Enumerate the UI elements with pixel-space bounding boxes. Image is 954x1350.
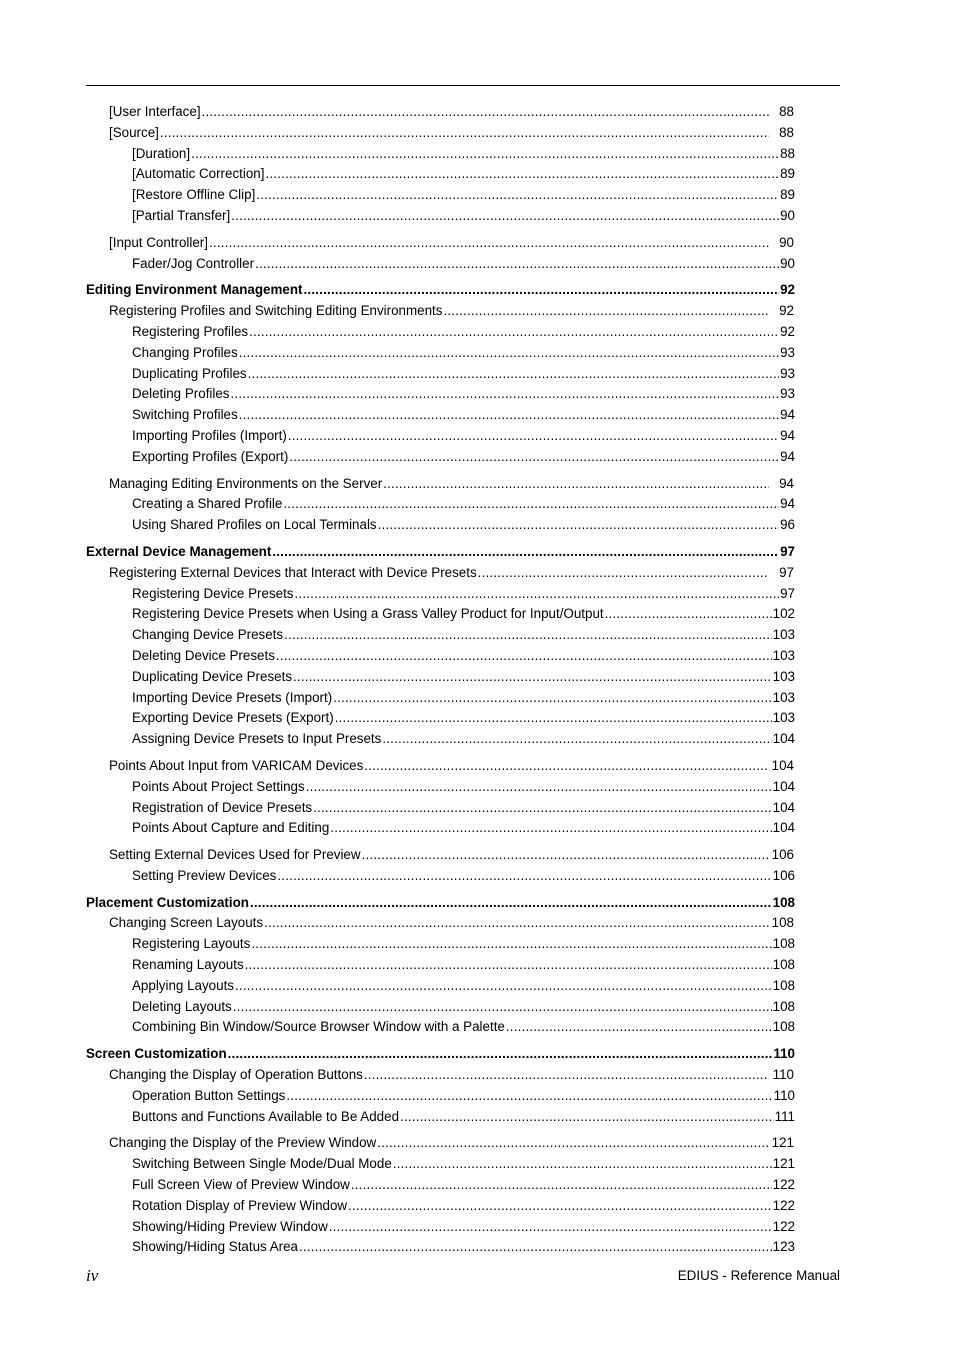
footer-manual-title: EDIUS - Reference Manual <box>677 1268 840 1283</box>
toc-entry-page: 104 <box>771 757 794 773</box>
toc-entry-page: 94 <box>780 427 795 443</box>
toc-entry[interactable] <box>86 708 795 729</box>
toc-entry-page: 110 <box>773 1046 795 1062</box>
toc-entry-title: Editing Environment Management <box>86 282 303 298</box>
toc-leader-dots <box>202 102 769 123</box>
toc-leader-dots <box>231 384 780 405</box>
toc-leader-dots <box>255 254 779 275</box>
toc-entry[interactable] <box>86 515 795 536</box>
toc-leader-dots <box>295 584 780 605</box>
toc-entry-title: Registration of Device Presets <box>132 799 313 815</box>
toc-entry[interactable] <box>86 1217 795 1238</box>
toc-entry-page: 111 <box>774 1108 795 1124</box>
toc-entry-page: 90 <box>779 234 794 250</box>
toc-entry-title: Setting External Devices Used for Preview <box>109 847 361 863</box>
toc-entry[interactable] <box>86 563 795 584</box>
toc-leader-dots <box>293 667 772 688</box>
toc-entry-title: Changing the Display of the Preview Window <box>109 1135 377 1151</box>
toc-entry-title: Points About Capture and Editing <box>132 820 330 836</box>
toc-entry-page: 97 <box>780 585 795 601</box>
toc-entry-title: Importing Profiles (Import) <box>132 427 287 443</box>
toc-leader-dots <box>393 1154 772 1175</box>
toc-entry-title: Screen Customization <box>86 1046 227 1062</box>
header-rule <box>86 85 840 86</box>
toc-entry[interactable] <box>86 206 795 227</box>
toc-entry-title: Applying Layouts <box>132 977 234 993</box>
toc-entry[interactable] <box>86 688 795 709</box>
toc-entry[interactable] <box>86 646 795 667</box>
toc-entry[interactable] <box>86 164 795 185</box>
table-of-contents <box>86 102 795 1258</box>
toc-entry[interactable] <box>86 866 795 887</box>
toc-entry-title: Registering Layouts <box>132 936 251 952</box>
toc-leader-dots <box>288 426 779 447</box>
toc-leader-dots <box>364 1065 769 1086</box>
toc-leader-dots <box>299 1237 772 1258</box>
toc-entry[interactable] <box>86 144 795 165</box>
toc-entry-title: Duplicating Device Presets <box>132 668 293 684</box>
toc-entry-page: 89 <box>780 187 795 203</box>
toc-entry[interactable] <box>86 729 795 750</box>
toc-leader-dots <box>272 542 779 563</box>
toc-leader-dots <box>231 206 779 227</box>
toc-entry[interactable] <box>86 997 795 1018</box>
toc-entry-title: Registering Device Presets <box>132 585 294 601</box>
toc-entry-page: 106 <box>771 847 794 863</box>
toc-entry[interactable] <box>86 604 795 625</box>
toc-entry[interactable] <box>86 934 795 955</box>
toc-leader-dots <box>233 997 772 1018</box>
toc-entry[interactable] <box>86 102 795 123</box>
toc-leader-dots <box>249 322 779 343</box>
toc-entry-page: 108 <box>772 936 795 952</box>
toc-leader-dots <box>313 798 772 819</box>
toc-entry-page: 108 <box>772 998 795 1014</box>
toc-entry-title: [Duration] <box>132 145 191 161</box>
toc-entry-page: 108 <box>772 957 795 973</box>
toc-leader-dots <box>264 913 769 934</box>
toc-entry-title: Changing Profiles <box>132 344 238 360</box>
toc-entry-title: Fader/Jog Controller <box>132 255 255 271</box>
toc-leader-dots <box>239 405 779 426</box>
toc-entry-title: Rotation Display of Preview Window <box>132 1197 348 1213</box>
toc-entry-page: 122 <box>772 1177 795 1193</box>
toc-entry-title: Showing/Hiding Status Area <box>132 1239 298 1255</box>
toc-leader-dots <box>478 563 769 584</box>
toc-entry-page: 94 <box>780 407 795 423</box>
toc-entry[interactable] <box>86 667 795 688</box>
toc-leader-dots <box>362 845 769 866</box>
toc-leader-dots <box>289 447 779 468</box>
toc-entry-title: Full Screen View of Preview Window <box>132 1177 350 1193</box>
toc-leader-dots <box>284 625 772 646</box>
toc-entry-title: Renaming Layouts <box>132 957 244 973</box>
toc-leader-dots <box>383 474 769 495</box>
toc-leader-dots <box>277 866 771 887</box>
toc-leader-dots <box>286 1086 772 1107</box>
toc-entry-page: 103 <box>772 668 795 684</box>
toc-entry-page: 122 <box>772 1197 795 1213</box>
toc-leader-dots <box>382 729 771 750</box>
toc-leader-dots <box>228 1044 773 1065</box>
toc-entry-title: Switching Between Single Mode/Dual Mode <box>132 1156 392 1172</box>
toc-leader-dots <box>256 185 779 206</box>
toc-entry-page: 93 <box>780 344 795 360</box>
toc-leader-dots <box>160 123 769 144</box>
toc-leader-dots <box>378 515 779 536</box>
toc-entry[interactable] <box>86 384 795 405</box>
toc-entry-title: Registering Profiles <box>132 323 249 339</box>
toc-entry[interactable] <box>86 1196 795 1217</box>
toc-entry-page: 103 <box>772 627 795 643</box>
toc-entry-page: 97 <box>780 543 795 559</box>
toc-leader-dots <box>506 1017 772 1038</box>
toc-entry-page: 108 <box>772 977 795 993</box>
toc-leader-dots <box>276 646 772 667</box>
toc-entry-title: [Automatic Correction] <box>132 166 265 182</box>
toc-entry-title: Switching Profiles <box>132 407 238 423</box>
toc-entry-page: 92 <box>780 323 795 339</box>
toc-entry-page: 96 <box>780 517 795 533</box>
toc-entry-page: 94 <box>780 448 795 464</box>
toc-leader-dots <box>245 955 772 976</box>
toc-entry-title: Deleting Profiles <box>132 386 230 402</box>
toc-entry[interactable] <box>86 474 795 495</box>
toc-leader-dots <box>248 364 779 385</box>
toc-leader-dots <box>265 164 779 185</box>
toc-entry[interactable] <box>86 1175 795 1196</box>
toc-entry-title: Showing/Hiding Preview Window <box>132 1218 328 1234</box>
toc-entry[interactable] <box>86 494 795 515</box>
toc-entry-title: Deleting Layouts <box>132 998 232 1014</box>
toc-entry-page: 102 <box>772 606 795 622</box>
toc-entry-title: Exporting Profiles (Export) <box>132 448 289 464</box>
toc-leader-dots <box>329 1217 772 1238</box>
toc-entry-page: 104 <box>772 820 795 836</box>
toc-entry-page: 103 <box>772 647 795 663</box>
toc-entry[interactable] <box>86 798 795 819</box>
toc-entry[interactable] <box>86 123 795 144</box>
toc-entry-page: 97 <box>779 564 794 580</box>
toc-entry[interactable] <box>86 1107 795 1128</box>
toc-entry-page: 110 <box>772 1067 794 1083</box>
toc-entry-page: 104 <box>772 731 795 747</box>
toc-entry-title: [Source] <box>109 124 159 140</box>
toc-entry-page: 104 <box>772 778 795 794</box>
toc-entry-title: Combining Bin Window/Source Browser Window with a Palette <box>132 1019 505 1035</box>
toc-entry[interactable] <box>86 185 795 206</box>
toc-leader-dots <box>239 343 779 364</box>
toc-entry[interactable] <box>86 976 795 997</box>
toc-entry-title: Using Shared Profiles on Local Terminals <box>132 517 377 533</box>
toc-leader-dots <box>364 756 769 777</box>
toc-leader-dots <box>351 1175 772 1196</box>
toc-entry[interactable] <box>86 777 795 798</box>
toc-entry-page: 123 <box>772 1239 795 1255</box>
toc-entry-title: Points About Project Settings <box>132 778 305 794</box>
toc-entry[interactable] <box>86 913 795 934</box>
toc-leader-dots <box>333 688 771 709</box>
toc-leader-dots <box>400 1107 774 1128</box>
toc-entry-title: Operation Button Settings <box>132 1087 286 1103</box>
toc-entry[interactable] <box>86 756 795 777</box>
toc-entry-page: 92 <box>779 303 794 319</box>
toc-entry-page: 94 <box>780 496 795 512</box>
toc-leader-dots <box>348 1196 772 1217</box>
toc-entry-page: 103 <box>772 689 795 705</box>
toc-leader-dots <box>235 976 772 997</box>
toc-entry[interactable] <box>86 447 795 468</box>
toc-leader-dots <box>304 280 780 301</box>
toc-leader-dots <box>251 934 771 955</box>
toc-entry-page: 103 <box>772 710 795 726</box>
toc-entry-title: Changing the Display of Operation Buttons <box>109 1067 363 1083</box>
toc-entry[interactable] <box>86 845 795 866</box>
toc-entry-title: Changing Screen Layouts <box>109 915 264 931</box>
toc-entry-title: Registering External Devices that Interact with Device Presets <box>109 564 477 580</box>
toc-entry[interactable] <box>86 301 795 322</box>
toc-entry[interactable] <box>86 625 795 646</box>
toc-entry[interactable] <box>86 955 795 976</box>
toc-entry-title: Deleting Device Presets <box>132 647 275 663</box>
toc-entry-title: Assigning Device Presets to Input Presets <box>132 731 382 747</box>
toc-entry-title: [Partial Transfer] <box>132 207 231 223</box>
toc-entry-title: [User Interface] <box>109 104 201 119</box>
footer-page-number: iv <box>86 1266 99 1285</box>
toc-entry[interactable] <box>86 343 795 364</box>
toc-entry-title: Changing Device Presets <box>132 627 284 643</box>
toc-entry-title: [Restore Offline Clip] <box>132 187 256 203</box>
toc-entry[interactable] <box>86 233 795 254</box>
toc-entry[interactable] <box>86 405 795 426</box>
toc-entry[interactable] <box>86 280 795 301</box>
toc-entry-title: [Input Controller] <box>109 234 208 250</box>
toc-entry-page: 88 <box>779 104 794 119</box>
toc-entry-page: 88 <box>779 124 794 140</box>
toc-entry[interactable] <box>86 1065 795 1086</box>
toc-entry-page: 88 <box>780 145 795 161</box>
toc-entry-page: 93 <box>780 386 795 402</box>
toc-entry[interactable] <box>86 322 795 343</box>
toc-entry-page: 94 <box>779 475 794 491</box>
toc-leader-dots <box>209 233 769 254</box>
toc-entry[interactable] <box>86 584 795 605</box>
toc-entry-page: 110 <box>773 1087 795 1103</box>
toc-entry[interactable] <box>86 542 795 563</box>
toc-entry[interactable] <box>86 364 795 385</box>
toc-entry-page: 121 <box>771 1135 794 1151</box>
toc-entry[interactable] <box>86 893 795 914</box>
toc-entry[interactable] <box>86 1133 795 1154</box>
toc-entry-page: 108 <box>772 1019 795 1035</box>
toc-entry-title: Managing Editing Environments on the Server <box>109 475 383 491</box>
toc-entry-page: 90 <box>780 255 795 271</box>
toc-entry[interactable] <box>86 1017 795 1038</box>
toc-entry[interactable] <box>86 1154 795 1175</box>
toc-entry-page: 89 <box>780 166 795 182</box>
toc-entry-title: Setting Preview Devices <box>132 867 277 883</box>
toc-entry-page: 90 <box>780 207 795 223</box>
toc-entry-title: Placement Customization <box>86 894 249 910</box>
toc-leader-dots <box>377 1133 769 1154</box>
toc-leader-dots <box>306 777 772 798</box>
toc-entry[interactable] <box>86 1086 795 1107</box>
toc-leader-dots <box>250 893 772 914</box>
toc-entry-title: External Device Management <box>86 543 272 559</box>
toc-entry[interactable] <box>86 254 795 275</box>
toc-entry-title: Points About Input from VARICAM Devices <box>109 757 364 773</box>
toc-entry-title: Registering Device Presets when Using a Grass Valley Product for Input/Output <box>132 606 604 622</box>
toc-leader-dots <box>330 818 771 839</box>
toc-entry-page: 106 <box>772 867 795 883</box>
toc-entry-title: Registering Profiles and Switching Editing Environments <box>109 303 443 319</box>
toc-entry[interactable] <box>86 1237 795 1258</box>
toc-entry-page: 108 <box>772 894 795 910</box>
toc-leader-dots <box>283 494 779 515</box>
toc-leader-dots <box>443 301 769 322</box>
toc-entry-page: 93 <box>780 365 795 381</box>
toc-entry-title: Buttons and Functions Available to Be Added <box>132 1108 400 1124</box>
toc-leader-dots <box>605 604 772 625</box>
toc-entry-page: 92 <box>780 282 795 298</box>
toc-entry-title: Importing Device Presets (Import) <box>132 689 333 705</box>
toc-leader-dots <box>335 708 772 729</box>
toc-entry[interactable] <box>86 1044 795 1065</box>
toc-entry-title: Creating a Shared Profile <box>132 496 283 512</box>
toc-leader-dots <box>191 144 779 165</box>
toc-entry-page: 104 <box>772 799 795 815</box>
toc-entry[interactable] <box>86 818 795 839</box>
toc-entry-page: 108 <box>771 915 794 931</box>
toc-entry-title: Exporting Device Presets (Export) <box>132 710 334 726</box>
toc-entry-page: 121 <box>772 1156 795 1172</box>
toc-entry[interactable] <box>86 426 795 447</box>
toc-entry-page: 122 <box>772 1218 795 1234</box>
toc-entry-title: Duplicating Profiles <box>132 365 247 381</box>
